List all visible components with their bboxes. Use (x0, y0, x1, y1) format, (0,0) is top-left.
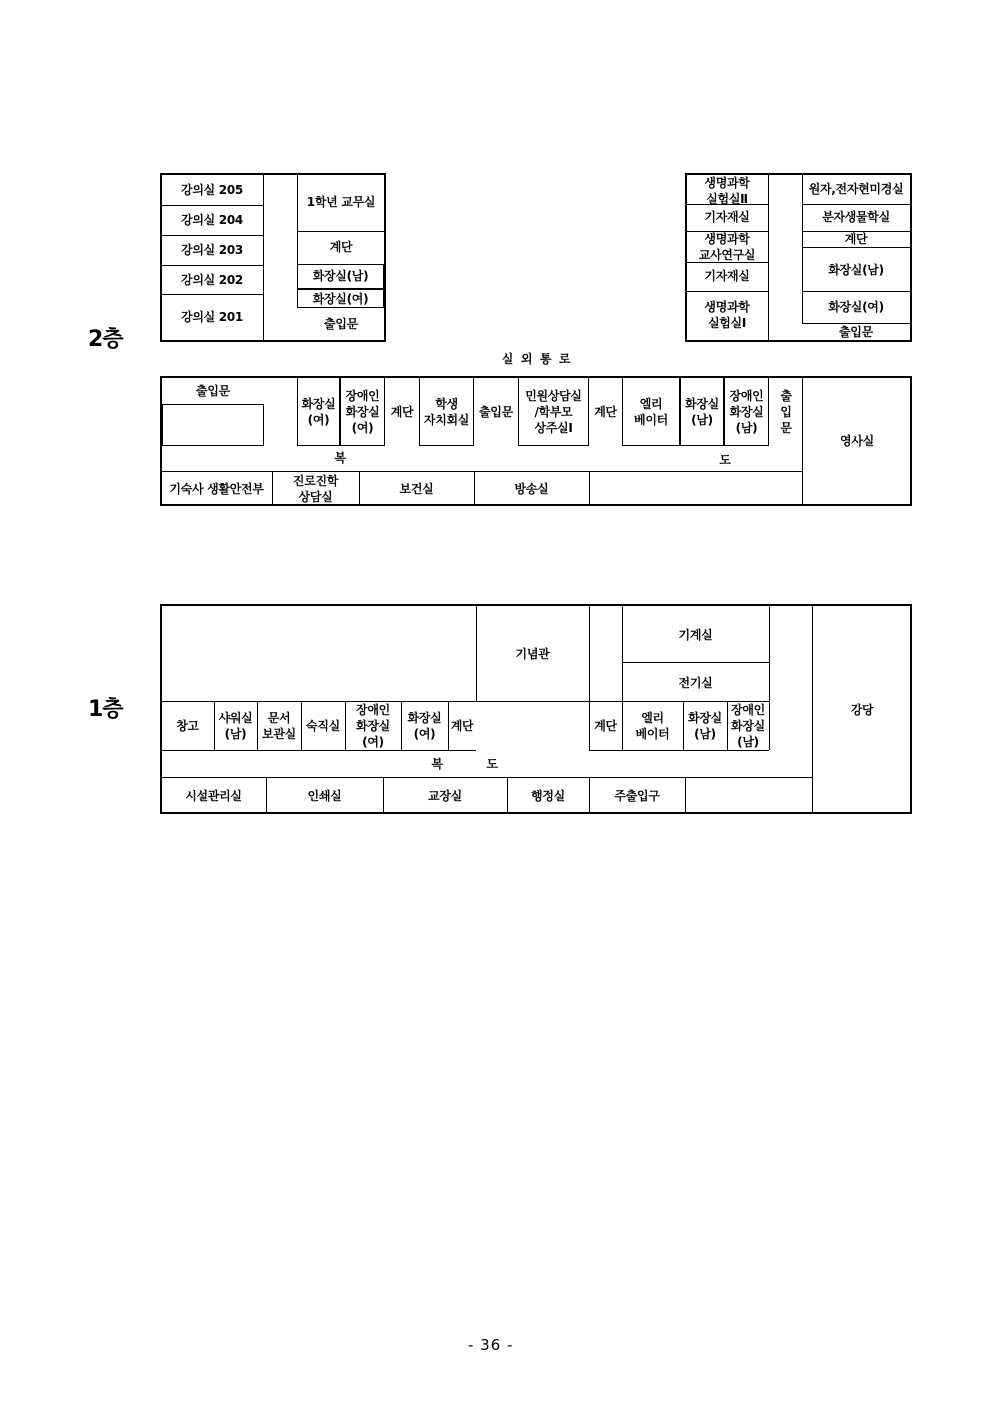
stairs-1: 계단 (390, 405, 414, 419)
entrance-mid: 출입문 (479, 405, 513, 419)
lecture-room-202: 강의실 202 (181, 273, 243, 287)
lecture-room-201: 강의실 201 (181, 310, 243, 324)
admin-office: 행정실 (531, 789, 565, 803)
corridor-label-b: 도 (486, 757, 498, 771)
lecture-room-204: 강의실 204 (181, 213, 243, 227)
storage-room: 창고 (176, 719, 199, 733)
grade1-office: 1학년 교무실 (306, 195, 376, 209)
health-room: 보건실 (399, 482, 434, 496)
principal-office: 교장실 (428, 789, 462, 803)
restroom-women: 화장실 (여) (301, 397, 336, 427)
disabled-restroom-women: 장애인 화장실 (여) (345, 389, 380, 435)
bio-lab-2: 생명과학 실험실Ⅱ (704, 176, 750, 206)
elevator: 엘리 베이터 (634, 397, 668, 427)
dorm-safety-office: 기숙사 생활안전부 (169, 482, 264, 496)
disabled-restroom-men: 장애인 화장실 (남) (729, 389, 764, 435)
auditorium: 강당 (850, 703, 874, 717)
floor-1-label: 1층 (88, 697, 123, 722)
corridor-label-a: 복 (334, 451, 346, 465)
molecular-bio-room: 분자생물학실 (822, 210, 890, 224)
restroom-men: 화장실(남) (312, 269, 369, 283)
restroom-men: 화장실(남) (828, 263, 884, 277)
machine-room: 기계실 (678, 628, 713, 642)
restroom-women: 화장실(여) (312, 292, 369, 306)
disabled-restroom-women: 장애인 화장실 (여) (356, 703, 390, 749)
elevator: 엘리 베이터 (635, 711, 670, 741)
civil-consult-room: 민원상담실 /학부모 상주실Ⅰ (525, 389, 582, 435)
bio-lab-1: 생명과학 실험실Ⅰ (704, 300, 750, 330)
stairs-2: 계단 (594, 719, 617, 733)
broadcast-room: 방송실 (514, 482, 549, 496)
career-consult-room: 진로진학 상담실 (292, 474, 339, 504)
floor-2-label: 2층 (88, 327, 123, 352)
restroom-men: 화장실 (남) (685, 397, 719, 427)
entrance: 출입문 (839, 325, 873, 339)
stairs: 계단 (844, 232, 868, 246)
restroom-women: 화장실 (여) (407, 711, 442, 741)
bio-teacher-room: 생명과학 교사연구실 (698, 232, 756, 262)
restroom-women: 화장실(여) (828, 300, 884, 314)
shower-room-men: 샤워실 (남) (218, 711, 253, 741)
atomic-microscope-room: 원자,전자현미경실 (808, 182, 904, 196)
student-council-room: 학생 자치회실 (423, 397, 470, 427)
main-entrance: 주출입구 (614, 789, 660, 803)
equipment-room-1: 기자재실 (704, 210, 750, 224)
entrance-vertical: 출 입 문 (780, 389, 792, 435)
entrance: 출입문 (324, 317, 358, 331)
stairs-1: 계단 (450, 719, 474, 733)
night-duty-room: 숙직실 (306, 719, 340, 733)
electric-room: 전기실 (678, 676, 713, 690)
document-storage: 문서 보관실 (262, 711, 296, 741)
stairs: 계단 (329, 240, 353, 254)
corridor-label-b: 도 (719, 453, 731, 467)
equipment-room-2: 기자재실 (704, 269, 750, 283)
page-number: - 36 - (468, 1336, 514, 1354)
lecture-room-205: 강의실 205 (181, 183, 243, 197)
outdoor-passage: 실 외 통 로 (501, 352, 571, 366)
facility-management-room: 시설관리실 (185, 789, 242, 803)
printing-room: 인쇄실 (307, 789, 342, 803)
entrance-left: 출입문 (196, 384, 230, 398)
restroom-men: 화장실 (남) (688, 711, 722, 741)
lecture-room-203: 강의실 203 (181, 243, 243, 257)
corridor-label-a: 복 (431, 757, 443, 771)
nutrition-room: 영사실 (840, 434, 874, 448)
memorial-hall: 기념관 (515, 647, 550, 661)
stairs-2: 계단 (594, 405, 617, 419)
disabled-restroom-men: 장애인 화장실 (남) (731, 703, 765, 749)
